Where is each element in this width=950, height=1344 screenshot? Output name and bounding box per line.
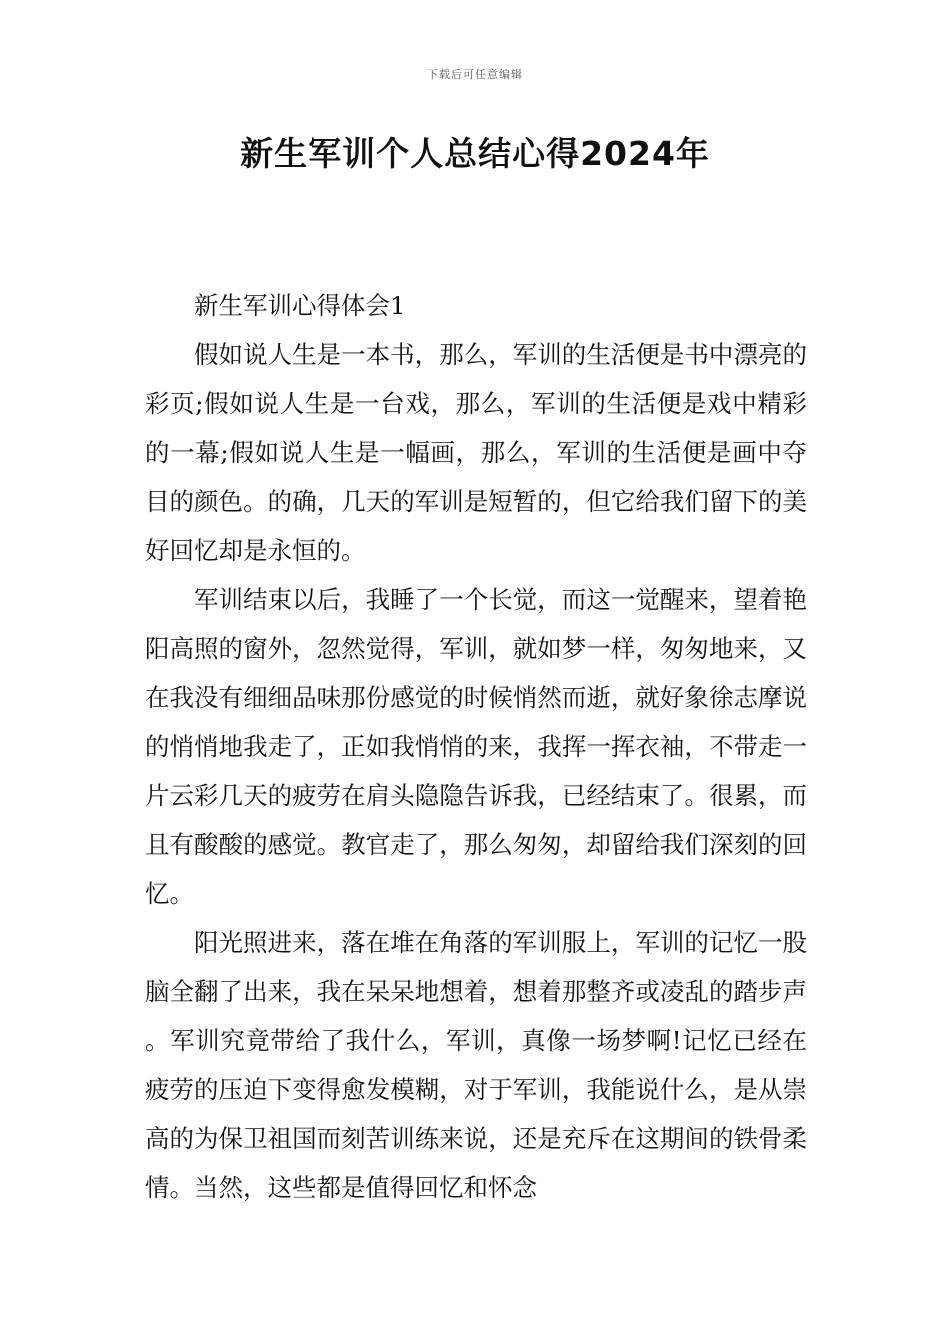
header-note: 下载后可任意编辑 (427, 68, 523, 81)
document-body (145, 281, 807, 1212)
document-title: 新生军训个人总结心得2024年 (240, 134, 710, 173)
paragraph-2: 军训结束以后，我睡了一个长觉，而这一觉醒来，望着艳阳高照的窗外，忽然觉得，军训，就如梦一样，匆匆地来，又在我没有细细品味那份感觉的时候悄然而逝，就好象徐志摩说的悄悄地我走了，正如我悄悄的来，我挥一挥衣袖，不带走一片云彩几天的疲劳在肩头隐隐告诉我，已经结束了。很累，而且有酸酸的感觉。教官走了，那么匆匆，却留给我们深刻的回忆。 (145, 585, 807, 908)
paragraph-3: 阳光照进来，落在堆在角落的军训服上，军训的记忆一股脑全翻了出来，我在呆呆地想着，想着那整齐或凌乱的踏步声。军训究竟带给了我什么，军训，真像一场梦啊!记忆已经在疲劳的压迫下变得愈发模糊，对于军训，我能说什么，是从崇高的为保卫祖国而刻苦训练来说，还是充斥在这期间的铁骨柔情。当然，这些都是值得回忆和怀念 (145, 928, 807, 1202)
paragraph-1: 假如说人生是一本书，那么，军训的生活便是书中漂亮的彩页;假如说人生是一台戏，那么，军训的生活便是戏中精彩的一幕;假如说人生是一幅画，那么，军训的生活便是画中夺目的颜色。的确，几天的军训是短暂的，但它给我们留下的美好回忆却是永恒的。 (145, 340, 807, 565)
section-subheading: 新生军训心得体会1 (194, 291, 406, 320)
